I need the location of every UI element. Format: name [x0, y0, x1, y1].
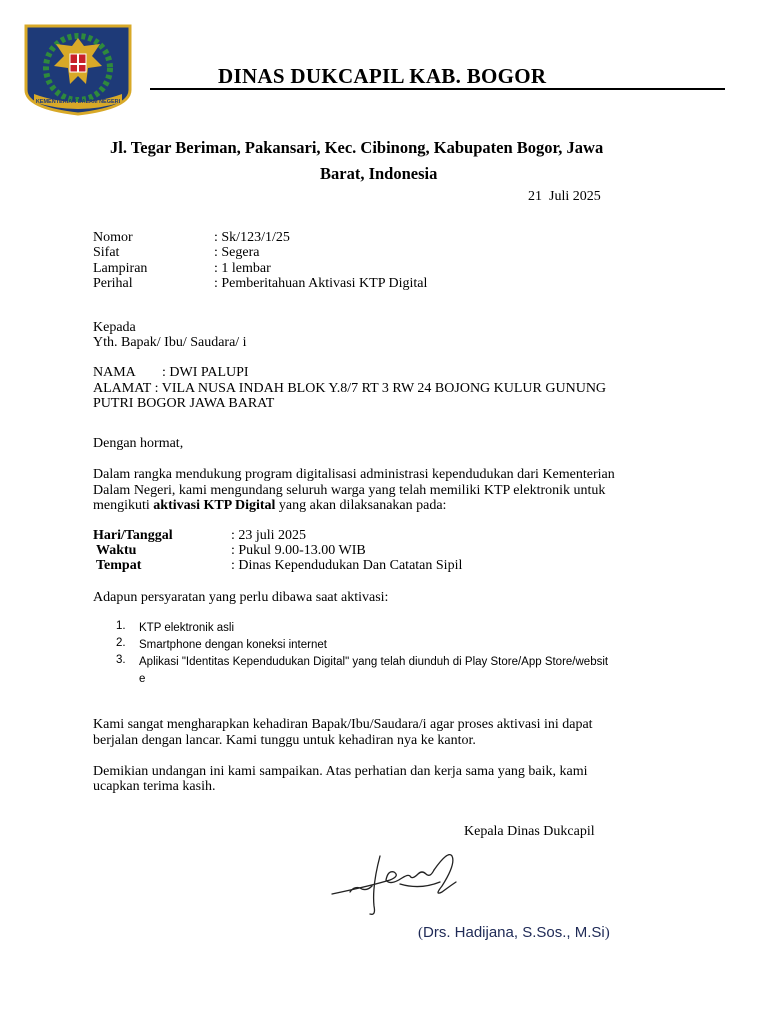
requirement-number: 1.	[116, 620, 126, 632]
closing-paragraph-1-line-2: berjalan dengan lancar. Kami tunggu untuk kehadiran nya ke kantor.	[93, 733, 476, 748]
office-address-line-2: Barat, Indonesia	[320, 164, 438, 183]
schedule-label-time: Waktu	[96, 543, 137, 558]
meta-label-nomor: Nomor	[93, 230, 133, 245]
intro-line-2: Dalam Negeri, kami mengundang seluruh warga yang telah memiliki KTP elektronik untuk	[93, 483, 606, 498]
requirements-intro: Adapun persyaratan yang perlu dibawa saat aktivasi:	[93, 590, 389, 605]
requirement-item: Smartphone dengan koneksi internet	[139, 639, 327, 651]
schedule-value-date: : 23 juli 2025	[231, 528, 307, 543]
schedule-label-place: Tempat	[96, 558, 142, 573]
meta-value-sifat: : Segera	[214, 245, 260, 260]
signatory-title: Kepala Dinas Dukcapil	[464, 824, 595, 839]
meta-value-nomor: : Sk/123/1/25	[214, 230, 290, 245]
intro-line-1: Dalam rangka mendukung program digitalisasi administrasi kependudukan dari Kementerian	[93, 467, 615, 482]
closing-paragraph-1-line-1: Kami sangat mengharapkan kehadiran Bapak/Ibu/Saudara/i agar proses aktivasi ini dapat	[93, 717, 593, 732]
closing-paragraph-2-line-2: ucapkan terima kasih.	[93, 779, 216, 794]
recipient-to: Kepada	[93, 320, 136, 335]
recipient-name-value: : DWI PALUPI	[162, 365, 249, 380]
requirement-number: 2.	[116, 637, 126, 649]
requirement-item-continued: e	[139, 673, 146, 685]
closing-paragraph-2-line-1: Demikian undangan ini kami sampaikan. Atas perhatian dan kerja sama yang baik, kami	[93, 764, 588, 779]
signatory-name-text: Drs. Hadijana, S.Sos., M.Si	[423, 924, 605, 941]
meta-label-perihal: Perihal	[93, 276, 133, 291]
meta-label-sifat: Sifat	[93, 245, 120, 260]
office-address-line-1: Jl. Tegar Beriman, Pakansari, Kec. Cibinong, Kabupaten Bogor, Jawa	[110, 138, 604, 157]
schedule-value-place: : Dinas Kependudukan Dan Catatan Sipil	[231, 558, 463, 573]
requirement-item: KTP elektronik asli	[139, 622, 235, 634]
requirement-item: Aplikasi "Identitas Kependudukan Digital" yang telah diunduh di Play Store/App Store/websit	[139, 656, 609, 668]
signatory-close-paren: )	[604, 925, 610, 941]
recipient-name-label: NAMA	[93, 365, 136, 380]
requirement-number: 3.	[116, 654, 126, 666]
signatory-name	[418, 924, 610, 942]
meta-value-perihal: : Pemberitahuan Aktivasi KTP Digital	[214, 276, 428, 291]
header-divider	[150, 88, 725, 90]
recipient-address-line-1: ALAMAT : VILA NUSA INDAH BLOK Y.8/7 RT 3 RW 24 BOJONG KULUR GUNUNG	[93, 381, 607, 396]
logo-banner-text: KEMENTERIAN DALAM NEGERI	[35, 99, 121, 105]
recipient-salutation: Yth. Bapak/ Ibu/ Saudara/ i	[93, 335, 247, 350]
intro-line-3-pre: mengikuti	[93, 498, 154, 513]
intro-highlight: aktivasi KTP Digital	[153, 498, 276, 513]
intro-line-3-post: yang akan dilaksanakan pada:	[275, 498, 447, 513]
intro-line-3	[93, 498, 693, 514]
agency-title: DINAS DUKCAPIL KAB. BOGOR	[218, 64, 547, 88]
kemendagri-logo	[24, 24, 132, 116]
signatory-open-paren: (	[418, 925, 423, 941]
greeting: Dengan hormat,	[93, 436, 184, 451]
schedule-label-date: Hari/Tanggal	[93, 528, 173, 543]
handwritten-signature	[330, 846, 470, 918]
schedule-value-time: : Pukul 9.00-13.00 WIB	[231, 543, 366, 558]
meta-label-lampiran: Lampiran	[93, 261, 148, 276]
recipient-address-line-2: PUTRI BOGOR JAWA BARAT	[93, 396, 275, 411]
letter-date: 21 Juli 2025	[528, 189, 601, 204]
meta-value-lampiran: : 1 lembar	[214, 261, 271, 276]
